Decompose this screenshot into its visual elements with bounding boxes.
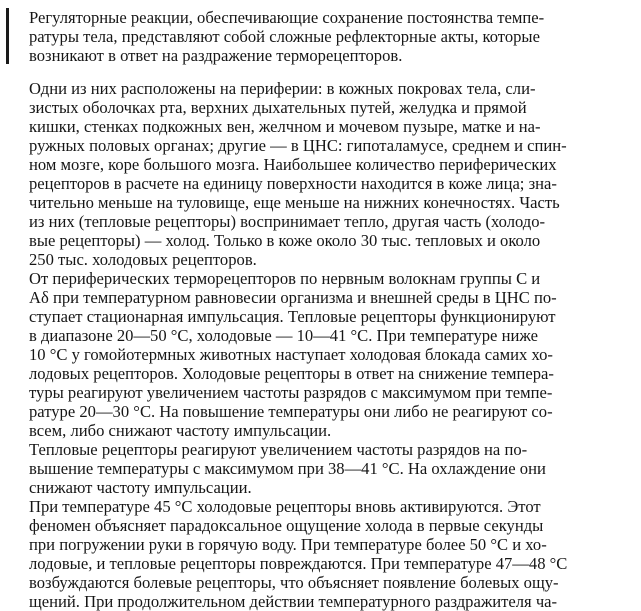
text-line: ступает стационарная импульсация. Тепловые рецепторы функционируют (29, 307, 556, 326)
body-text (0, 79, 624, 611)
text-line: феномен объясняет парадоксальное ощущение холода в первые секунды (29, 516, 544, 535)
text-line: снижают частоту импульсации. (29, 478, 252, 497)
text-line: кишки, стенках подкожных вен, желчном и мочевом пузыре, матке и на- (29, 117, 541, 136)
text-line: Aδ при температурном равновесии организма и внешней среды в ЦНС по- (29, 288, 557, 307)
text-line: рецепторов в расчете на единицу поверхности находится в коже лица; зна- (29, 174, 557, 193)
text-line: 250 тыс. холодовых рецепторов. (29, 250, 257, 269)
text-line: щений. При продолжительном действии температурного раздражителя ча- (29, 592, 558, 611)
text-line: От периферических терморецепторов по нервным волокнам группы С и (29, 269, 541, 288)
callout-bar (6, 8, 9, 64)
text-line: всем, либо снижают частоту импульсации. (29, 421, 332, 440)
text-line: Тепловые рецепторы реагируют увеличением частоты разрядов на по- (29, 440, 528, 459)
text-line: вышение температуры с максимумом при 38—41 °С. На охлаждение они (29, 459, 546, 478)
text-line: При температуре 45 °С холодовые рецепторы вновь активируются. Этот (29, 497, 541, 516)
text-line: в диапазоне 20—50 °С, холодовые — 10—41 °С. При температуре ниже (29, 326, 538, 345)
text-line: Регуляторные реакции, обеспечивающие сохранение постоянства темпе- (29, 8, 545, 27)
callout-text (29, 8, 619, 65)
text-line: возникают в ответ на раздражение терморецепторов. (29, 46, 403, 65)
callout-block (0, 8, 622, 65)
paragraph-impulse-conduction (0, 269, 624, 440)
text-line: чительно меньше на туловище, еще меньше на нижних конечностях. Часть (29, 193, 560, 212)
paragraph-heat-receptors (0, 440, 624, 497)
text-line: 10 °С у гомойотермных животных наступает холодовая блокада самих хо- (29, 345, 553, 364)
text-line: туры реагируют увеличением частоты разрядов с максимумом при темпе- (29, 383, 553, 402)
text-line: ружных половых органах; другие — в ЦНС: гипоталамусе, среднем и спин- (29, 136, 567, 155)
text-line: из них (тепловые рецепторы) воспринимает тепло, другая часть (холодо- (29, 212, 546, 231)
text-line: вые рецепторы) — холод. Только в коже около 30 тыс. тепловых и около (29, 231, 541, 250)
text-line: ном мозге, коре большого мозга. Наибольшее количество периферических (29, 155, 557, 174)
text-line: зистых оболочках рта, верхних дыхательных путей, желудка и прямой (29, 98, 527, 117)
text-line: Одни из них расположены на периферии: в кожных покровах тела, сли- (29, 79, 536, 98)
text-line: лодовых рецепторов. Холодовые рецепторы в ответ на снижение темпера- (29, 364, 554, 383)
paragraph-paradoxical-cold (0, 497, 624, 611)
text-line: лодовые, и тепловые рецепторы повреждаются. При температуре 47—48 °С (29, 554, 568, 573)
text-line: при погружении руки в горячую воду. При температуре более 50 °С и хо- (29, 535, 547, 554)
text-line: возбуждаются болевые рецепторы, что объясняет появление болевых ощу- (29, 573, 559, 592)
text-line: ратуре 20—30 °С. На повышение температуры они либо не реагируют со- (29, 402, 553, 421)
paragraph-receptor-locations (0, 79, 624, 269)
text-line: ратуры тела, представляют собой сложные рефлекторные акты, которые (29, 27, 540, 46)
